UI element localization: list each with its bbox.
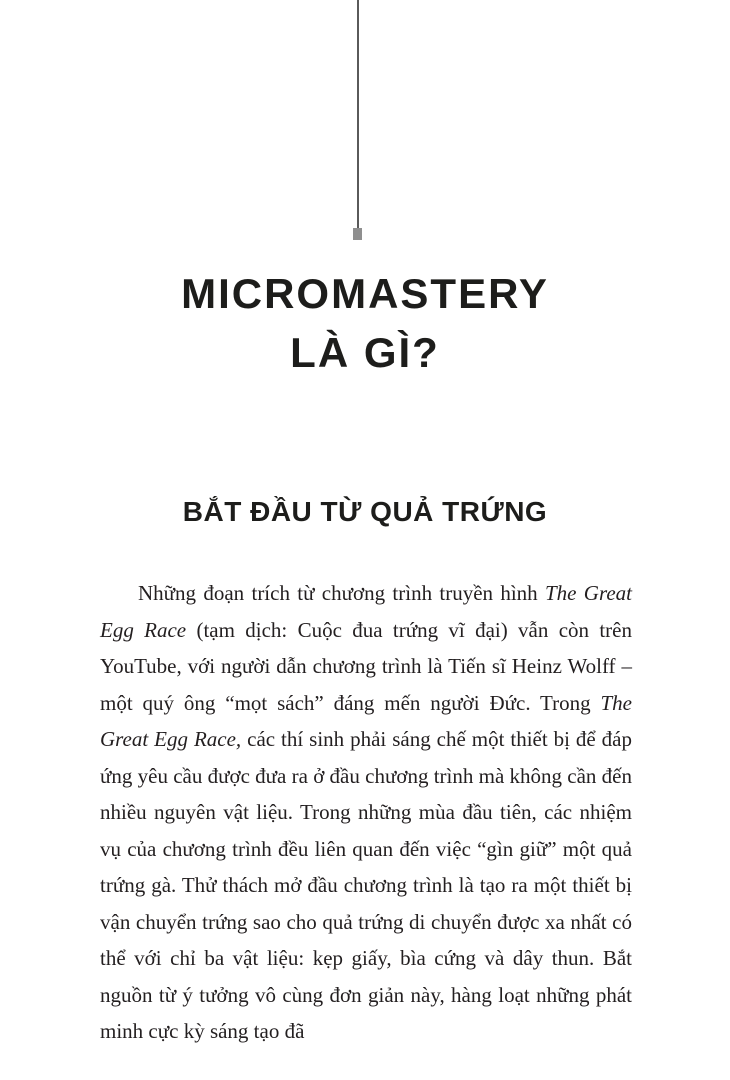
chapter-title-line2: LÀ GÌ?	[290, 329, 440, 376]
chapter-title-line1: MICROMASTERY	[181, 270, 549, 317]
body-paragraph: Những đoạn trích từ chương trình truyền hình The Great Egg Race (tạm dịch: Cuộc đua trứng vĩ đại) vẫn còn trên YouTube, với người dẫn chương trình là Tiến sĩ Heinz Wolff – một quý ông “mọt sách” đáng mến người Đức. Trong The Great Egg Race, các thí sinh phải sáng chế một thiết bị để đáp ứng yêu cầu được đưa ra ở đầu chương trình mà không cần đến nhiều nguyên vật liệu. Trong những mùa đầu tiên, các nhiệm vụ của chương trình đều liên quan đến việc “gìn giữ” một quả trứng gà. Thử thách mở đầu chương trình là tạo ra một thiết bị vận chuyển trứng sao cho quả trứng di chuyển được xa nhất có thể với chỉ ba vật liệu: kẹp giấy, bìa cứng và dây thun. Bắt nguồn từ ý tưởng vô cùng đơn giản này, hàng loạt những phát minh cực kỳ sáng tạo đã	[100, 581, 633, 1043]
chapter-rule-tip	[353, 228, 362, 240]
chapter-title	[0, 264, 730, 382]
section-heading: BẮT ĐẦU TỪ QUẢ TRỨNG	[182, 496, 548, 527]
chapter-rule-line	[357, 0, 359, 229]
